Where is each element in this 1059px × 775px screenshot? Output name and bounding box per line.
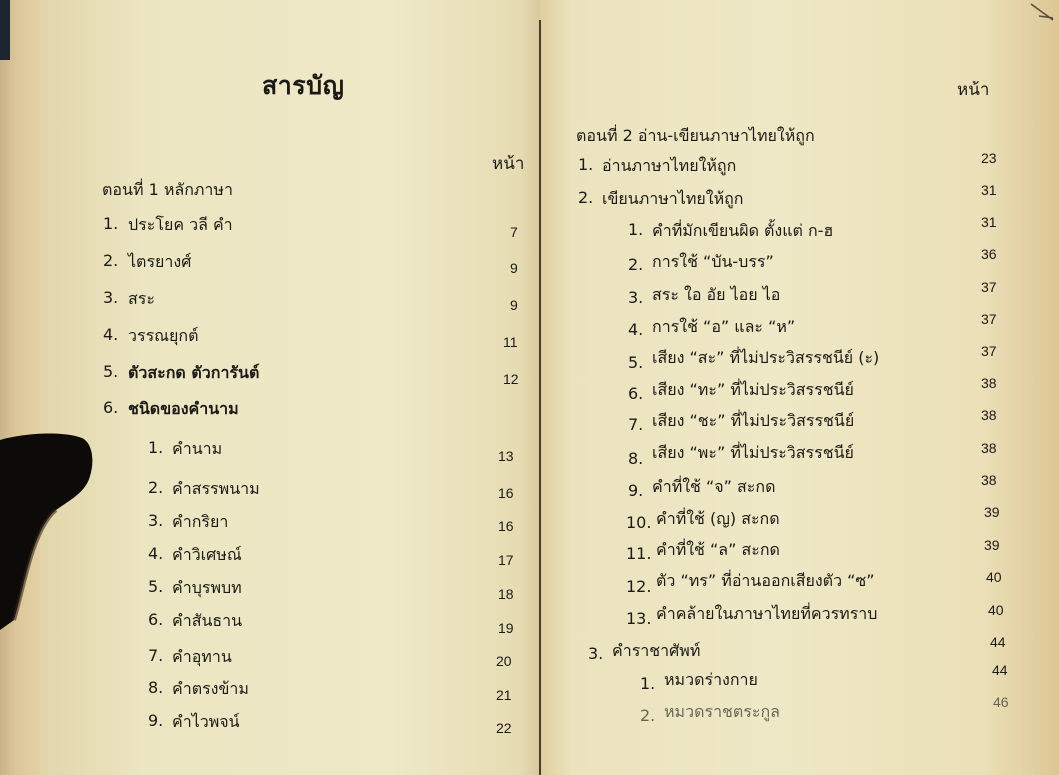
item-page: 38 [981, 407, 997, 423]
item-number: 2. [578, 188, 594, 207]
item-label: คำนาม [172, 439, 223, 458]
item-page: 9 [510, 297, 518, 313]
thumb-shadow [0, 430, 95, 630]
item-page: 18 [498, 586, 514, 602]
item-label: คำไวพจน์ [172, 712, 240, 731]
item-page: 39 [984, 537, 1000, 553]
item-page: 11 [503, 334, 518, 350]
item-number: 5. [628, 353, 644, 372]
item-number: 3. [588, 644, 604, 663]
item-label: คำราชาศัพท์ [612, 641, 701, 660]
item-page: 38 [981, 472, 997, 488]
item-number: 7. [628, 415, 644, 434]
item-label: คำคล้ายในภาษาไทยที่ควรทราบ [656, 604, 878, 623]
item-page: 21 [496, 687, 512, 703]
item-label: อ่านภาษาไทยให้ถูก [602, 156, 737, 175]
item-number: 4. [148, 544, 164, 563]
item-number: 3. [103, 288, 119, 307]
item-label: เสียง “สะ” ที่ไม่ประวิสรรชนีย์ (ะ) [652, 348, 880, 367]
item-page: 9 [510, 260, 518, 276]
item-number: 4. [103, 325, 119, 344]
item-label: เสียง “ชะ” ที่ไม่ประวิสรรชนีย์ [652, 411, 855, 430]
item-number: 1. [148, 438, 164, 457]
item-number: 5. [148, 577, 164, 596]
item-label: การใช้ “บัน-บรร” [652, 252, 774, 271]
item-page: 44 [990, 634, 1006, 650]
item-label: เสียง “พะ” ที่ไม่ประวิสรรชนีย์ [652, 443, 854, 462]
page-column-label: หน้า [957, 80, 990, 100]
item-label: คำตรงข้าม [172, 679, 249, 698]
item-page: 37 [981, 279, 997, 295]
page-column-label: หน้า [492, 154, 525, 174]
item-label: คำที่มักเขียนผิด ตั้งแต่ ก-ฮ [652, 221, 834, 240]
item-label: คำสันธาน [172, 611, 243, 630]
item-number: 9. [628, 481, 644, 500]
item-number: 3. [148, 511, 164, 530]
item-number: 1. [578, 155, 594, 174]
item-page: 12 [503, 371, 519, 387]
item-label: วรรณยุกต์ [128, 326, 199, 345]
item-number: 5. [103, 362, 119, 381]
item-page: 38 [981, 375, 997, 391]
item-page: 19 [498, 620, 514, 636]
item-number: 13. [626, 609, 652, 628]
item-number: 4. [628, 320, 644, 339]
item-label: ประโยค วลี คำ [128, 215, 233, 234]
item-page: 40 [986, 569, 1002, 585]
item-number: 8. [628, 449, 644, 468]
item-number: 7. [148, 646, 164, 665]
item-label: คำสรรพนาม [172, 479, 260, 498]
item-page: 13 [498, 448, 514, 464]
item-number: 8. [148, 678, 164, 697]
item-page: 17 [498, 552, 514, 568]
item-page: 16 [498, 485, 514, 501]
item-page: 40 [988, 602, 1004, 618]
item-label: สระ ใอ อัย ไอย ไอ [652, 285, 781, 304]
item-page: 36 [981, 246, 997, 262]
item-number: 6. [628, 384, 644, 403]
part-2-heading: ตอนที่ 2 อ่าน-เขียนภาษาไทยให้ถูก [576, 126, 815, 145]
item-number: 1. [640, 674, 656, 693]
item-page: 31 [981, 214, 997, 230]
item-label: ตัว “ทร” ที่อ่านออกเสียงตัว “ซ” [656, 571, 875, 590]
item-label: คำกริยา [172, 512, 229, 531]
item-page: 23 [981, 150, 997, 166]
item-label: คำวิเศษณ์ [172, 545, 242, 564]
item-label: คำอุทาน [172, 647, 232, 666]
item-number: 1. [103, 214, 119, 233]
item-page: 46 [993, 694, 1009, 710]
item-label: ตัวสะกด ตัวการันต์ [128, 363, 260, 382]
item-label: คำที่ใช้ “จ” สะกด [652, 477, 776, 496]
item-label: ชนิดของคำนาม [128, 399, 239, 418]
item-label: การใช้ “อ” และ “ห” [652, 317, 796, 336]
item-number: 11. [626, 544, 652, 563]
background-corner [0, 0, 10, 60]
item-page: 31 [981, 182, 997, 198]
item-page: 22 [496, 720, 512, 736]
item-label: ไตรยางศ์ [128, 252, 192, 271]
item-label: สระ [128, 289, 155, 308]
item-page: 20 [496, 653, 512, 669]
page-edges [0, 0, 42, 775]
item-number: 6. [103, 398, 119, 417]
item-number: 1. [628, 220, 644, 239]
pencil-mark-icon [1027, 2, 1055, 22]
item-page: 38 [981, 440, 997, 456]
item-label: คำที่ใช้ (ญ) สะกด [656, 509, 780, 528]
item-number: 3. [628, 288, 644, 307]
item-number: 2. [103, 251, 119, 270]
item-label: เขียนภาษาไทยให้ถูก [602, 189, 744, 208]
item-label: หมวดราชตระกูล [664, 702, 780, 721]
item-page: 44 [992, 662, 1008, 678]
left-page [40, 0, 540, 775]
book-gutter [539, 20, 541, 775]
toc-title: สารบัญ [262, 71, 345, 100]
item-number: 2. [640, 706, 656, 725]
item-number: 12. [626, 577, 652, 596]
item-page: 37 [981, 311, 997, 327]
item-page: 39 [984, 504, 1000, 520]
item-page: 7 [510, 224, 518, 240]
item-label: คำที่ใช้ “ล” สะกด [656, 540, 780, 559]
item-number: 9. [148, 711, 164, 730]
item-label: เสียง “ทะ” ที่ไม่ประวิสรรชนีย์ [652, 380, 854, 399]
item-number: 6. [148, 610, 164, 629]
item-page: 16 [498, 518, 514, 534]
part-1-heading: ตอนที่ 1 หลักภาษา [102, 180, 233, 199]
item-label: หมวดร่างกาย [664, 670, 758, 689]
item-number: 2. [148, 478, 164, 497]
item-number: 10. [626, 513, 652, 532]
item-number: 2. [628, 255, 644, 274]
item-page: 37 [981, 343, 997, 359]
item-label: คำบุรพบท [172, 578, 242, 597]
